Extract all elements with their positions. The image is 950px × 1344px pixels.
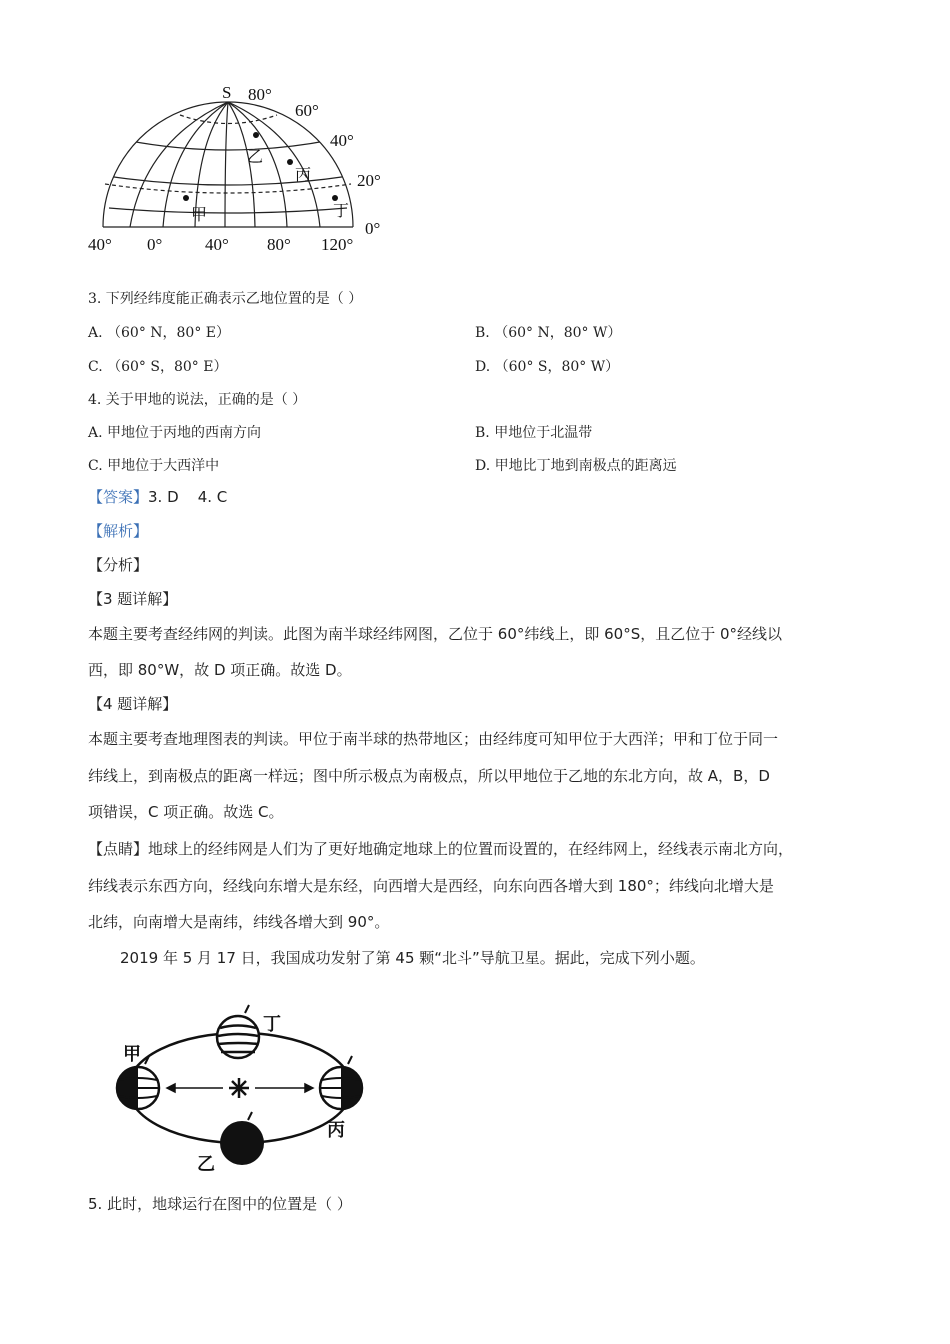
detail4-line3: 项错误，C 项正确。故选 C。 xyxy=(88,803,284,821)
answer-tag: 【答案】 xyxy=(88,488,149,506)
answer-text: 3. D 4. C xyxy=(148,488,228,506)
dianjing-tag: 【点睛】 xyxy=(88,840,149,858)
label-jia: 甲 xyxy=(191,207,208,224)
detail3-tag: 【3 题详解】 xyxy=(88,590,178,608)
q4-option-a: A. 甲地位于丙地的西南方向 xyxy=(88,425,262,441)
label-pole: S xyxy=(222,83,232,102)
fenxi-tag: 【分析】 xyxy=(88,556,149,574)
point-bing xyxy=(287,159,293,165)
q3-option-c: C. （60° S，80° E） xyxy=(88,359,228,375)
q3-option-b: B. （60° N，80° W） xyxy=(475,325,622,341)
sun-icon xyxy=(229,1078,249,1098)
orbit-figure xyxy=(105,990,385,1175)
q4-option-c: C. 甲地位于大西洋中 xyxy=(88,458,220,474)
label-lat0: 0° xyxy=(365,219,381,238)
detail4-line2: 纬线上，到南极点的距离一样远；图中所示极点为南极点，所以甲地位于乙地的东北方向，故 A，B，D xyxy=(88,767,770,785)
label-earth-bing: 丙 xyxy=(327,1120,345,1140)
q4-stem: 4. 关于甲地的说法，正确的是（ ） xyxy=(88,392,307,408)
label-lon0: 0° xyxy=(147,235,163,254)
q3-option-a: A. （60° N，80° E） xyxy=(88,325,231,341)
label-lat80: 80° xyxy=(248,85,272,104)
point-jia xyxy=(183,195,189,201)
earth-ding-icon xyxy=(217,1005,259,1058)
dianjing-line3: 北纬，向南增大是南纬，纬线各增大到 90°。 xyxy=(88,913,390,931)
label-bing: 丙 xyxy=(295,167,312,184)
label-earth-jia: 甲 xyxy=(123,1044,141,1064)
label-ding: 丁 xyxy=(333,203,350,220)
graticule-figure xyxy=(85,80,395,260)
label-lon120: 120° xyxy=(321,235,354,254)
detail3-line2: 西，即 80°W，故 D 项正确。故选 D。 xyxy=(88,661,352,679)
label-yi: 乙 xyxy=(247,149,264,166)
label-lon80: 80° xyxy=(267,235,291,254)
hemisphere-outline xyxy=(103,102,353,227)
point-yi xyxy=(253,132,259,138)
label-lon40e: 40° xyxy=(205,235,229,254)
q3-stem: 3. 下列经纬度能正确表示乙地位置的是（ ） xyxy=(88,291,363,307)
section-intro: 2019 年 5 月 17 日，我国成功发射了第 45 颗“北斗”导航卫星。据此，完成下列小题。 xyxy=(120,949,705,967)
label-lat60: 60° xyxy=(295,101,319,120)
label-lon40w: 40° xyxy=(88,235,112,254)
q4-option-b: B. 甲地位于北温带 xyxy=(475,425,593,441)
detail3-line1: 本题主要考查经纬网的判读。此图为南半球经纬网图，乙位于 60°纬线上，即 60°S，且乙位于 0°经线以 xyxy=(88,625,783,643)
label-earth-yi: 乙 xyxy=(197,1154,215,1174)
q4-option-d: D. 甲地比丁地到南极点的距离远 xyxy=(475,458,677,474)
label-lat40: 40° xyxy=(330,131,354,150)
point-ding xyxy=(332,195,338,201)
label-earth-ding: 丁 xyxy=(263,1014,281,1034)
q5-stem: 5. 此时，地球运行在图中的位置是（ ） xyxy=(88,1195,352,1213)
analysis-tag: 【解析】 xyxy=(88,522,149,540)
dianjing-line1: 【点睛】地球上的经纬网是人们为了更好地确定地球上的位置而设置的，在经纬网上，经线表示南北方向， xyxy=(88,840,794,858)
detail4-line1: 本题主要考查地理图表的判读。甲位于南半球的热带地区；由经纬度可知甲位于大西洋；甲和丁位于同一 xyxy=(88,730,779,748)
earth-yi-icon xyxy=(220,1112,264,1165)
answer-line xyxy=(88,481,227,513)
dianjing-line2: 纬线表示东西方向，经线向东增大是东经，向西增大是西经，向东向西各增大到 180°；纬线向北增大是 xyxy=(88,877,774,895)
meridians xyxy=(107,102,349,227)
q3-option-d: D. （60° S，80° W） xyxy=(475,359,620,375)
detail4-tag: 【4 题详解】 xyxy=(88,695,178,713)
label-lat20: 20° xyxy=(357,171,381,190)
